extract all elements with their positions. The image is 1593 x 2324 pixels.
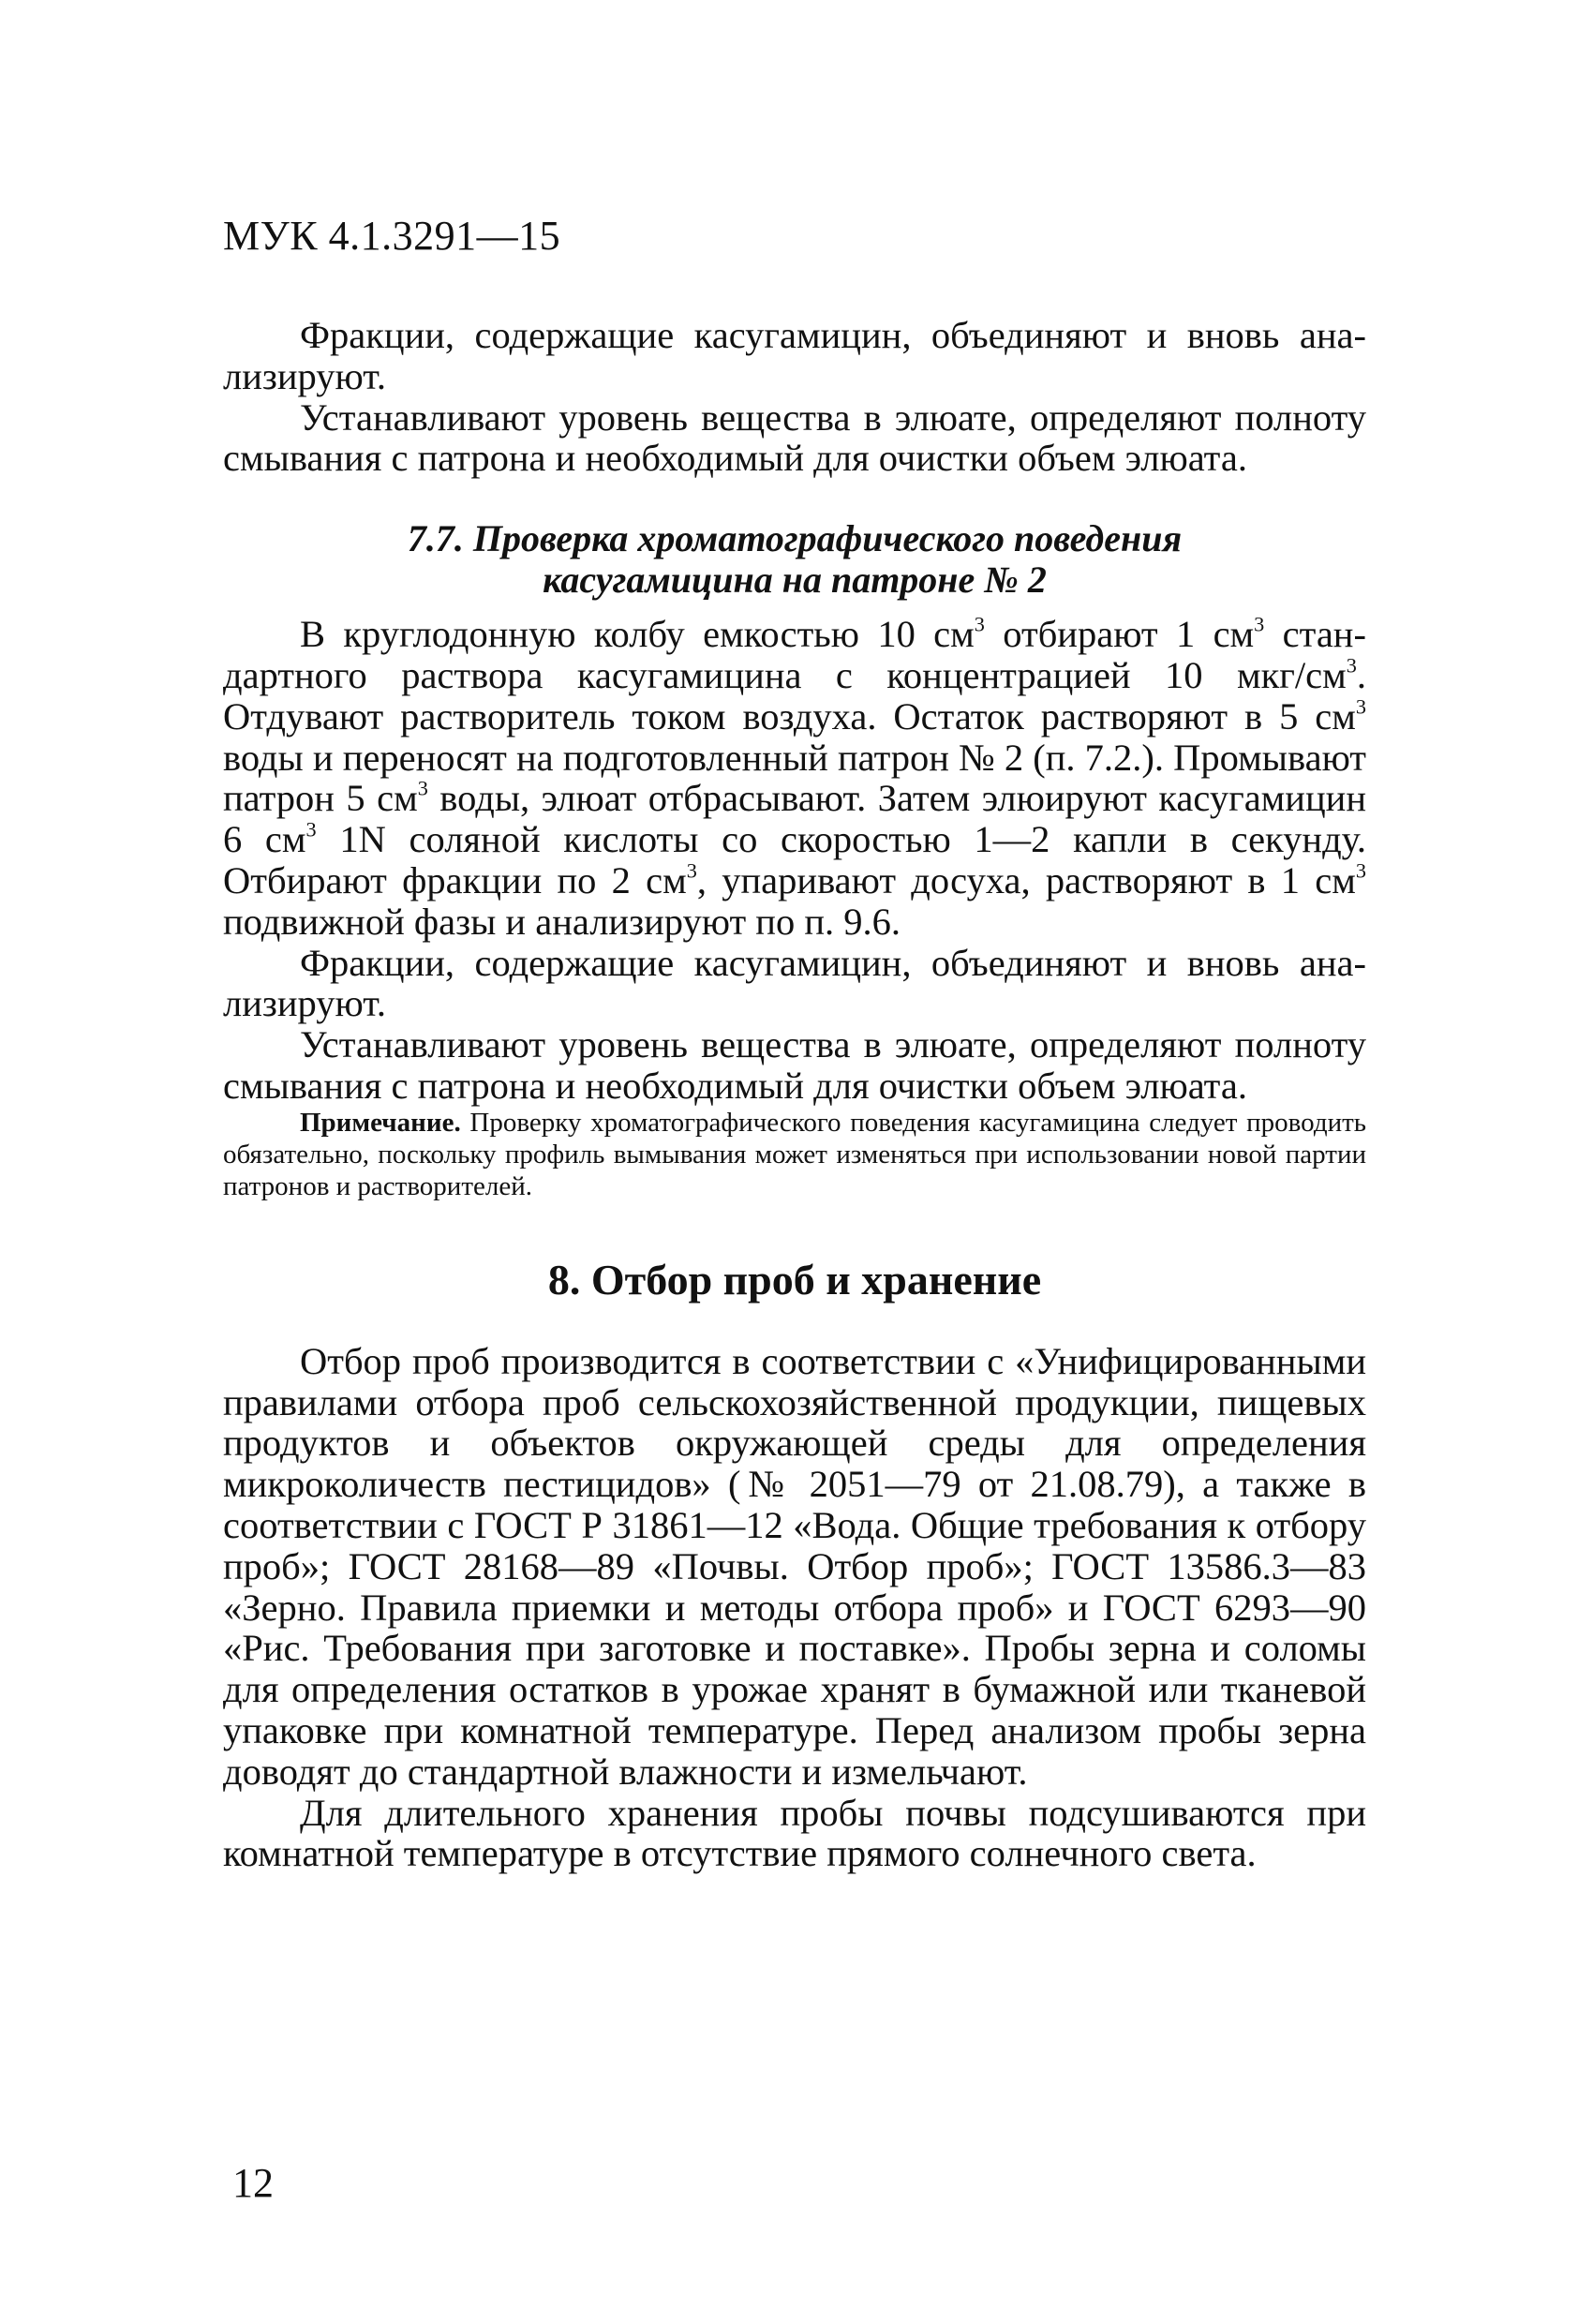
paragraph-storage: Для длительного хранения пробы почвы подсушиваются при комнатной температуре в отсутствие прямого солнечного света. [223,1791,1366,1875]
paragraph-fractions-1: Фракции, содержащие касугамицин, объединяют и вновь анализируют. [223,314,1366,397]
cube-superscript: 3 [1355,694,1366,719]
cube-superscript: 3 [305,817,317,842]
subsection-heading-line-1: 7.7. Проверка хроматографического поведения [407,517,1183,560]
subsection-7-7-heading [223,518,1366,601]
page-body [223,315,1366,1874]
note-label: Примечание. [300,1107,461,1138]
procedure-text-4: . Отдувают растворитель током воздуха. Остаток растворяют в 5 см [223,653,1366,737]
procedure-text-3: стандартного раствора касугамицина с концентрацией 10 мкг/см [223,613,1366,696]
cube-superscript: 3 [1254,612,1265,636]
section-8-heading: 8. Отбор проб и хранение [547,1255,1042,1304]
paragraph-fractions-2: Фракции, содержащие касугамицин, объединяют и вновь анализируют. [223,941,1366,1025]
cube-superscript: 3 [417,776,428,800]
note-paragraph [223,1107,1366,1202]
procedure-text-8: , упаривают досуха, растворяют в 1 см [696,858,1356,901]
note-text: Проверку хроматографического поведения касугамицина следует проводить обязательно, поскольку профиль вымывания может изменяться при использовании новой партии патронов и растворителей. [223,1107,1366,1201]
cube-superscript: 3 [974,612,985,636]
procedure-text-5: воды и переносят на подготовленный патрон № 2 (п. 7.2.). Промывают патрон 5 см [223,736,1366,820]
cube-superscript: 3 [686,858,697,883]
document-code-header: МУК 4.1.3291—15 [223,213,561,259]
procedure-text-1: В круглодонную колбу емкостью 10 см [300,613,975,656]
cube-superscript: 3 [1355,858,1366,883]
subsection-heading-line-2: касугамицина на патроне № 2 [543,559,1047,602]
paragraph-eluate-level-2: Устанавливают уровень вещества в элюате, определяют полноту смывания с патрона и необходимый для очистки объем элюата. [223,1023,1366,1107]
procedure-text-7: 1N соляной кислоты со скоростью 1—2 капли в секунду. Отбирают фракции по 2 см [223,818,1367,901]
procedure-text-6: воды, элюат отбрасывают. Затем элюируют касугамицин 6 см [223,777,1366,861]
paragraph-eluate-level-1: Устанавливают уровень вещества в элюате, определяют полноту смывания с патрона и необходимый для очистки объем элюата. [223,395,1366,480]
procedure-text-2: отбирают 1 см [984,613,1255,656]
page-number: 12 [232,2160,274,2206]
paragraph-procedure-7-7 [223,614,1366,942]
procedure-text-9: подвижной фазы и анализируют по п. 9.6. [223,900,901,943]
paragraph-sampling: Отбор проб производится в соответствии с «Унифицированными правилами отбора проб сельскохозяйственной продукции, пищевых продуктов и объектов окружающей среды для определения микроколичеств пестицидов» (№ 2051—79 от 21.08.79), а также в соответствии с ГОСТ Р 31861—12 «Вода. Общие требования к отбору проб»; ГОСТ 28168—89 «Почвы. Отбор проб»; ГОСТ 13586.3—83 «Зерно. Правила приемки и методы отбора проб» и ГОСТ 6293—90 «Рис. Требования при заготовке и поставке». Пробы зерна и соломы для определения остатков в урожае хранят в бумажной или тканевой упаковке при комнатной температуре. Перед анализом пробы зерна доводят до стандартной влажности и измельчают. [223,1339,1366,1793]
cube-superscript: 3 [1346,653,1357,678]
